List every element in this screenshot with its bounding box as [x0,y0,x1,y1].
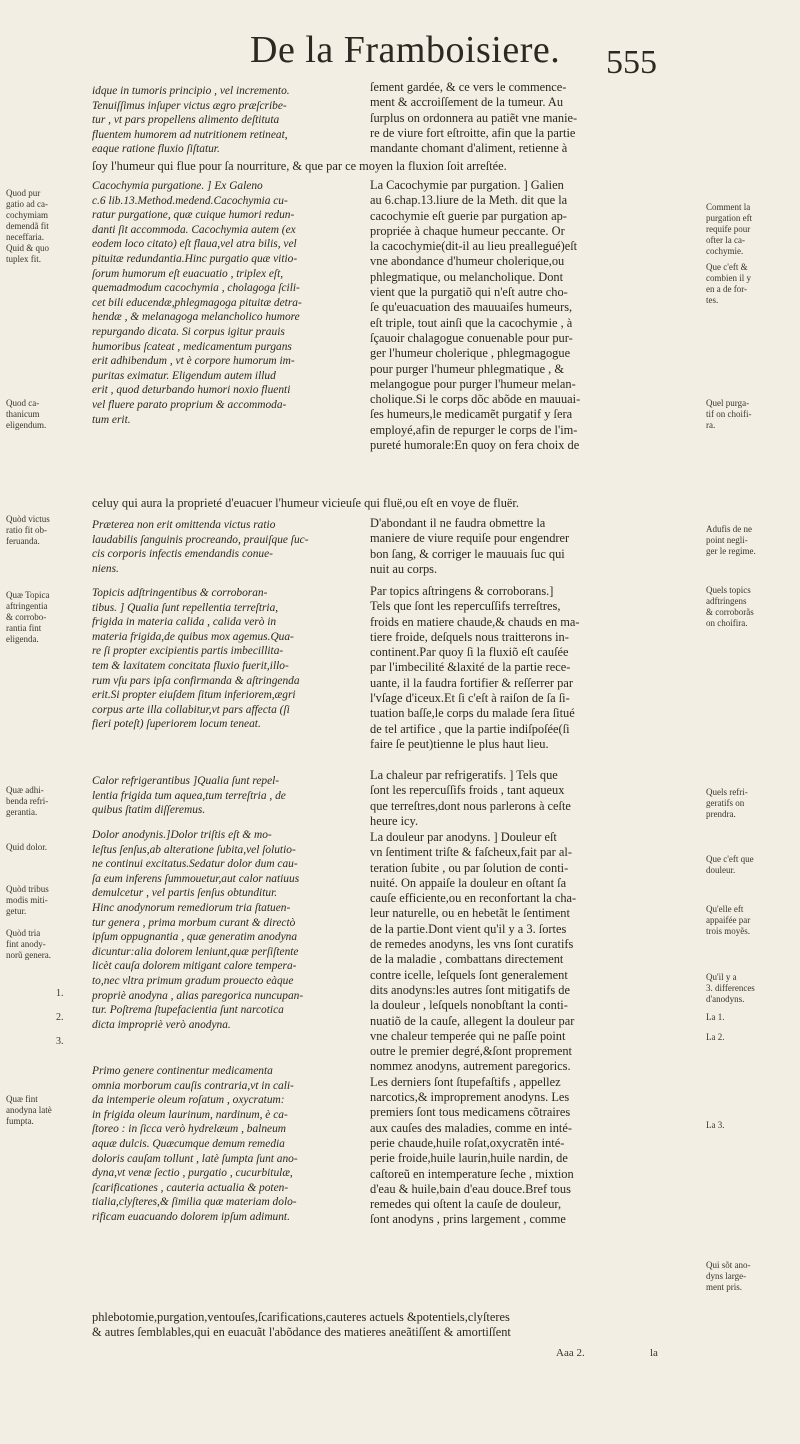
margin-note-right: Adufis de ne point negli- ger le regime. [706,524,756,556]
margin-note-left: Quod ca- thanicum eligendum. [6,398,47,430]
full-width-line: celuy qui aura la proprieté d'euacuer l'humeur vicieuſe qui fluë,ou eſt en voye de fluër. [92,496,519,510]
margin-note-right: La 2. [706,1032,725,1042]
margin-note-left: Quæ adhi- benda refri- gerantia. [6,785,49,817]
french-paragraph: La douleur par anodyns. ] Douleur eſt vn ſentiment triſte & faſcheux,fait par al- teration ſubite , ou par ſolution de conti- nuité. On appaiſe la douleur en oſtant ſa cauſe efficiente,ou en reconfortant la cha- leur naturelle, ou en hebetãt le ſentiment de la partie.Dont vient qu'il y a 3. ſortes de remedes anodyns, les vns ſont curatifs de la maladie , combattans directement contre icelle, leſquels ſont generalement dits anodyns:les autres ſont mitigatifs de la douleur , leſquels nonobſtant la conti- nuatiõ de la cauſe, allegent la douleur par vne chaleur temperée qui ne paſſe point outre le premier degré,&ſont proprement nommez anodyns, autrement paregorics. Les derniers ſont ſtupefaſtifs , appellez narcotics,& improprement anodyns. Les premiers ſont tous medicamens cõtraires aux cauſes des maladies, comme en inté- perie chaude,huile roſat,oxycratẽn inté- perie froide,huile laurin,huile nardin, de caſtoreũ en intemperature ſeche , mixtion d'eau & huile,bain d'eau douce.Bref tous remedes qui oſtent la cauſe de douleur, ſont anodyns , prins largement , comme [370,830,577,1227]
french-paragraph: ſement gardée, & ce vers le commence- ment & accroiſſement de la tumeur. Au ſurplus on ordonnera au patiẽt vne manie- re de viure fort eſtroitte, afin que la partie mandante chomant d'aliment, retienne à [370,80,578,156]
margin-note-left: Quod pur gatio ad ca- cochymiam demendã fit neceffaria. Quid & quo tuplex fit. [6,188,50,264]
margin-note-left: Quòd tria fint anody- norũ genera. [6,928,51,960]
margin-note-left: Quæ Topica aftringentia & corrobo- rantia fint eligenda. [6,590,50,644]
running-title: De la Framboisiere. [250,29,561,71]
french-paragraph: D'abondant il ne faudra obmettre la maniere de viure requiſe pour engendrer bon ſang, & corriger le mauuais ſuc qui nuit au corps. [370,516,570,576]
margin-note-right: Qui sõt ano- dyns large- ment pris. [706,1260,751,1292]
latin-paragraph: Præterea non erit omittenda victus ratio laudabilis ſanguinis procreando, prauiſque ſuc- cis corporis infectis emendandis conue- niens. [92,519,309,575]
french-paragraph: La Cacochymie par purgation. ] Galien au 6.chap.13.liure de la Meth. dit que la cacochymie eſt guerie par purgation ap- propriée à chaque humeur peccante. Or la cacochymie(dit-il au lieu preallegué)eſt vne abondance d'humeur cholerique,ou phlegmatique, ou melancholique. Dont vient que la purgatiõ qui n'eſt autre cho- ſe qu'euacuation des mauuaiſes humeurs, eſt triple, tout ainſi que la cacochymie , à ſçauoir chalagogue conuenable pour pur- ger l'humeur cholerique , phlegmagogue pour purger l'humeur phlegmatique , & melangogue pour purger l'humeur melan- cholique.Si le corps dõc abõde en mauuai- ſes humeurs,le medicamẽt purgatif y ſera employé,afin de repurger le corps de l'im- pureté humorale:En quoy on fera choix de [370,178,581,453]
latin-paragraph: Primo genere continentur medicamenta omnia morborum cauſis contraria,vt in cali- da intemperie oleum roſatum , oxycratum: in frigida oleum laurinum, nardinum, è ca- ſtoreo : in ſicca verò hydrelæum , balneum aquæ dulcis. Quæcumque demum remedia doloris cauſam tollunt , latè ſumpta ſunt ano- dyna,vt venæ ſectio , purgatio , cucurbitulæ, ſcarificationes , cauteria actualia & poten- tialia,clyſteres,& ſimilia quæ materiam dolo- rificam euacuando dolorem ipſum adimunt. [92,1065,298,1223]
margin-note-left: Quòd tribus modis miti- getur. [6,884,49,916]
french-paragraph: Par topics aſtringens & corroborans.] Tels que ſont les repercuſſifs terreſtres, froids en matiere chaude,& chauds en ma- tiere froide, deſquels nous traitterons in- continent.Par quoy ſi la fluxiõ eſt cauſée par l'imbecilité &laxité de la partie rece- uante, il la faudra fortifier & reſſerrer par l'vſage d'iceux.Et ſi c'eſt à raiſon de ſa ſi- tuation baſſe,le corps du malade ſera ſitué de tel artifice , que la partie indiſpoſée(ſi faire ſe peut)tienne le plus haut lieu. [370,584,580,751]
margin-note-right: Quels topics adftringens & corroborãs on choifira. [706,585,754,628]
margin-note-right: La 3. [706,1120,725,1130]
margin-note-left: Quæ fint anodyna latè fumpta. [6,1094,52,1126]
margin-note-right: Que c'eft que douleur. [706,854,754,875]
margin-note-right: Qu'il y a 3. differences d'anodyns. [706,972,755,1004]
margin-note-left: Quid dolor. [6,842,48,852]
margin-note-right: Quels refri- geratifs on prendra. [706,787,748,819]
margin-note-left: Quòd victus ratio fit ob- feruanda. [6,514,50,546]
margin-note-right: Que c'eft & combien il y en a de for- tes. [706,262,751,305]
margin-note-right: La 1. [706,1012,725,1022]
margin-note-right: Comment la purgation eft requife pour ofter la ca- cochymie. [706,202,753,256]
margin-numeral: 1. [56,988,64,999]
latin-paragraph: Calor refrigerantibus ]Qualia ſunt repel- lentia frigida tum aquea,tum terreſtria , de quibus ſtatim diſſeremus. [92,775,286,817]
latin-paragraph: idque in tumoris principio , vel incremento. Tenuiſſimus inſuper victus ægro præſcribe- tur , vt pars propellens alimento deſtituta fluentem humorem ad nutritionem retineat, eaque ratione fluxio ſiſtatur. [92,85,290,156]
margin-note-right: Qu'elle eft appaifée par trois moyẽs. [706,904,751,936]
latin-paragraph: Dolor anodynis.]Dolor triſtis eſt & mo- leſtus ſenſus,ab alteratione ſubita,vel ſolutio- ne continui excitatus.Sedatur dolor dum cau- ſa eum inferens ſummouetur,aut calor natiuus demulcetur , vel partis ſenſus obtunditur. Hinc anodynorum remediorum tria ſtatuen- tur genera , prima morbum curant & directò ipſum oppugnantia , quæ generatim anodyna dicuntur:alia dolorem leniunt,quæ perſiſtente licèt cauſa dolorem mitigant calore tempera- to,nec vltra primum gradum prouecto eàque propriè anodyna , alias paregorica nuncupan- tur. Poſtrema ſtupefacientia ſunt narcotica dicta impropriè verò anodyna. [92,829,304,1031]
margin-note-right: Quel purga- tif on choifi- ra. [706,398,752,430]
margin-numeral: 2. [56,1012,64,1023]
margin-numeral: 3. [56,1036,64,1047]
full-width-line: ſoy l'humeur qui flue pour ſa nourriture, & que par ce moyen la fluxion ſoit arreſtée. [92,159,507,173]
latin-paragraph: Cacochymia purgatione. ] Ex Galeno c.6 lib.13.Method.medend.Cacochymia cu- ratur purgatione, quæ cuique humori redun- danti ſit accommoda. Cacochymia autem (ex eodem loco citato) eſt flaua,vel atra bilis, vel pituitæ redundantia.Hinc purgatio quæ vitio- ſorum humorum eſt euacuatio , triplex eſt, quemadmodum cacochymia , cholagoga ſcili- cet bili educendæ,phlegmagoga pituitæ detra- hendæ , & melanagoga melancholico humore repurgando dicata. Si corpus igitur prauis humoribus ſcateat , medicamentum purgans erit adhibendum , vt è corpore humorum im- puritas eximatur. Eligendum autem illud erit , quod deturbando humori noxio fluenti vel fluere parato proprium & accommoda- tum erit. [92,180,302,426]
french-paragraph: La chaleur par refrigeratifs. ] Tels que ſont les repercuſſifs froids , tant aqueux que terreſtres,dont nous parlerons à ceſte heure icy. [370,768,571,828]
page-number: 555 [606,44,657,81]
latin-paragraph: Topicis adſtringentibus & corroboran- tibus. ] Qualia ſunt repellentia terreſtria, frigida in materia calida , calida verò in materia frigida,de quibus mox agemus.Qua- re ſi propter excipientis partis imbecillita- tem & laxitatem concitata fluxio fuerit,illo- rum vſu pars ipſa confirmanda & aſtringenda erit.Si propter eiuſdem ſitum inferiorem,ægri corpus arte illa collabitur,vt pars affecta (ſi fieri poteſt) ſuperiorem locum teneat. [92,587,300,731]
catchword: la [650,1347,658,1359]
signature-mark: Aaa 2. [556,1347,585,1359]
full-width-line: phlebotomie,purgation,ventouſes,ſcarifications,cauteres actuels &potentiels,clyſteres & autres ſemblables,qui en euacuãt l'abõdance des matieres aneãtiſſent & amortiſſent [92,1310,511,1340]
